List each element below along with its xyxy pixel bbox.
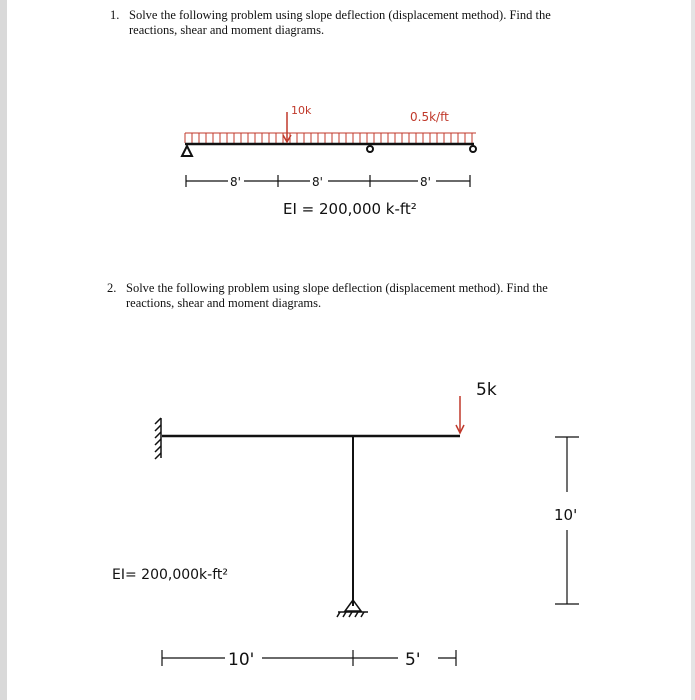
span-label-1: 8' bbox=[230, 175, 241, 189]
height-label: 10' bbox=[554, 506, 578, 524]
pin-support-left bbox=[182, 146, 192, 156]
span-label-3: 8' bbox=[420, 175, 431, 189]
problem-1-diagram bbox=[182, 104, 476, 218]
fixed-support-left bbox=[155, 418, 161, 459]
distributed-load-hatch bbox=[185, 133, 476, 143]
load-5k-label: 5k bbox=[476, 380, 497, 400]
problem-2-number: 2. bbox=[107, 281, 117, 295]
problem-2-ei: EI= 200,000k-ft² bbox=[112, 567, 228, 583]
point-load-label: 10k bbox=[291, 104, 312, 117]
distributed-load-label: 0.5k/ft bbox=[410, 110, 449, 124]
span-right-label: 5' bbox=[405, 650, 421, 670]
problem-2-diagram bbox=[112, 380, 579, 670]
problem-1-number: 1. bbox=[110, 8, 120, 22]
span-label-2: 8' bbox=[312, 175, 323, 189]
problem-1-ei: EI = 200,000 k-ft² bbox=[283, 200, 417, 218]
span-left-label: 10' bbox=[228, 650, 255, 670]
problem-1-text: Solve the following problem using slope deflection (displacement method). Find the reactions, shear and moment diagrams. bbox=[129, 8, 551, 37]
roller-support-right bbox=[470, 146, 476, 152]
problem-2-text: Solve the following problem using slope deflection (displacement method). Find the reactions, shear and moment diagrams. bbox=[126, 281, 548, 310]
interior-hinge bbox=[367, 146, 373, 152]
